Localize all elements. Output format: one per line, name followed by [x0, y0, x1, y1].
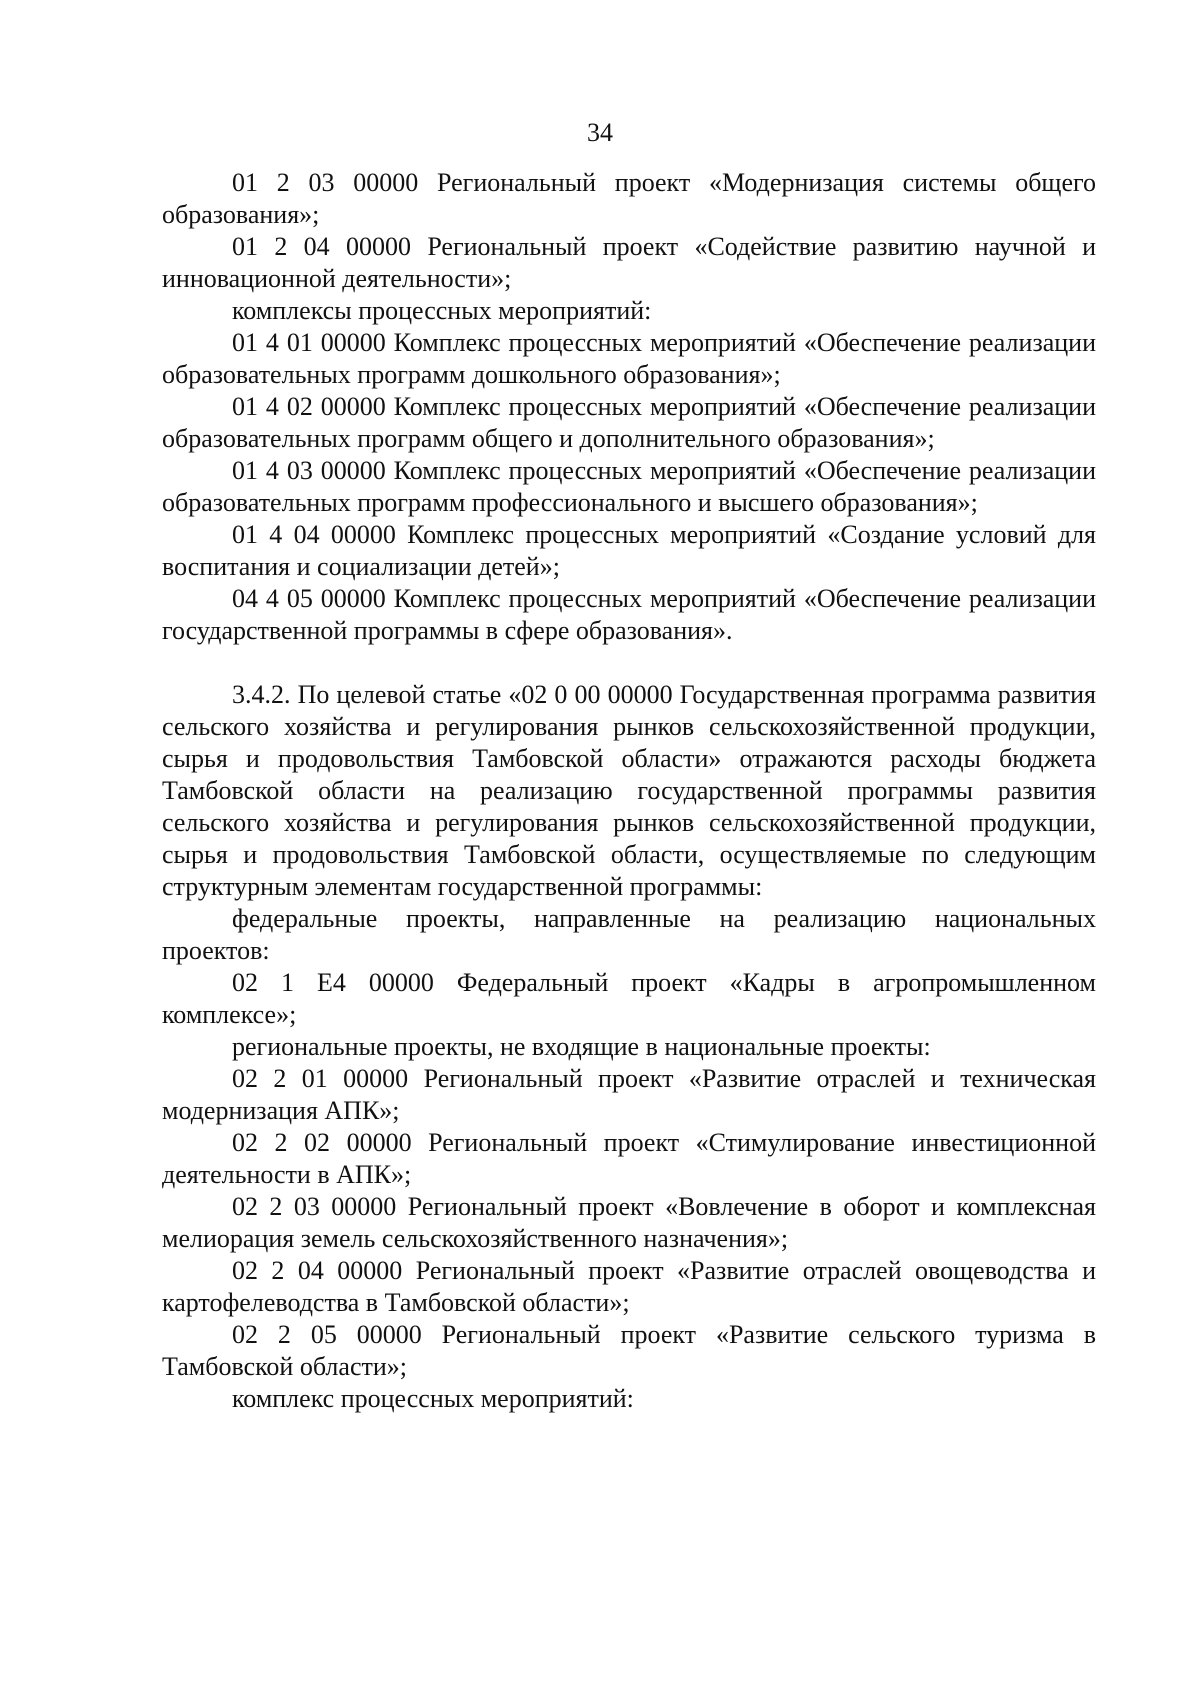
paragraph-complex-01-4-01: 01 4 01 00000 Комплекс процессных мероприятий «Обеспечение реализации образовательных программ дошкольного образования»;	[162, 328, 1096, 389]
paragraph-complex-01-4-04: 01 4 04 00000 Комплекс процессных мероприятий «Создание условий для воспитания и социализации детей»;	[162, 520, 1096, 581]
paragraph-process-complexes-heading: комплексы процессных мероприятий:	[232, 296, 652, 325]
paragraph-project-02-2-01: 02 2 01 00000 Региональный проект «Развитие отраслей и техническая модернизация АПК»;	[162, 1064, 1096, 1125]
paragraph-project-01-2-03: 01 2 03 00000 Региональный проект «Модернизация системы общего образования»;	[162, 168, 1096, 229]
paragraph-complex-04-4-05: 04 4 05 00000 Комплекс процессных мероприятий «Обеспечение реализации государственной программы в сфере образования».	[162, 584, 1096, 645]
paragraph-section-3-4-2: 3.4.2. По целевой статье «02 0 00 00000 Государственная программа развития сельского хозяйства и регулирования рынков сельскохозяйственной продукции, сырья и продовольствия Тамбовской области» отражаются расходы бюджета Тамбовской области на реализацию государственной программы развития сельского хозяйства и регулирования рынков сельскохозяйственной продукции, сырья и продовольствия Тамбовской области, осуществляемые по следующим структурным элементам государственной программы:	[162, 680, 1096, 901]
paragraph-project-02-2-02: 02 2 02 00000 Региональный проект «Стимулирование инвестиционной деятельности в АПК»;	[162, 1128, 1096, 1189]
document-body	[162, 167, 1096, 1415]
paragraph-project-02-2-04: 02 2 04 00000 Региональный проект «Развитие отраслей овощеводства и картофелеводства в Тамбовской области»;	[162, 1256, 1096, 1317]
paragraph-complex-01-4-03: 01 4 03 00000 Комплекс процессных мероприятий «Обеспечение реализации образовательных программ профессионального и высшего образования»;	[162, 456, 1096, 517]
section-gap	[162, 647, 1096, 679]
paragraph-complex-01-4-02: 01 4 02 00000 Комплекс процессных мероприятий «Обеспечение реализации образовательных программ общего и дополнительного образования»;	[162, 392, 1096, 453]
paragraph-project-02-2-05: 02 2 05 00000 Региональный проект «Развитие сельского туризма в Тамбовской области»;	[162, 1320, 1096, 1381]
paragraph-regional-projects-heading: региональные проекты, не входящие в национальные проекты:	[232, 1032, 931, 1061]
paragraph-project-02-1-e4: 02 1 E4 00000 Федеральный проект «Кадры в агропромышленном комплексе»;	[162, 968, 1096, 1029]
paragraph-federal-projects-heading: федеральные проекты, направленные на реализацию национальных проектов:	[162, 904, 1096, 965]
page-number: 34	[587, 118, 613, 147]
paragraph-project-01-2-04: 01 2 04 00000 Региональный проект «Содействие развитию научной и инновационной деятельности»;	[162, 232, 1096, 293]
paragraph-process-complex-heading: комплекс процессных мероприятий:	[232, 1384, 634, 1413]
paragraph-project-02-2-03: 02 2 03 00000 Региональный проект «Вовлечение в оборот и комплексная мелиорация земель сельскохозяйственного назначения»;	[162, 1192, 1096, 1253]
